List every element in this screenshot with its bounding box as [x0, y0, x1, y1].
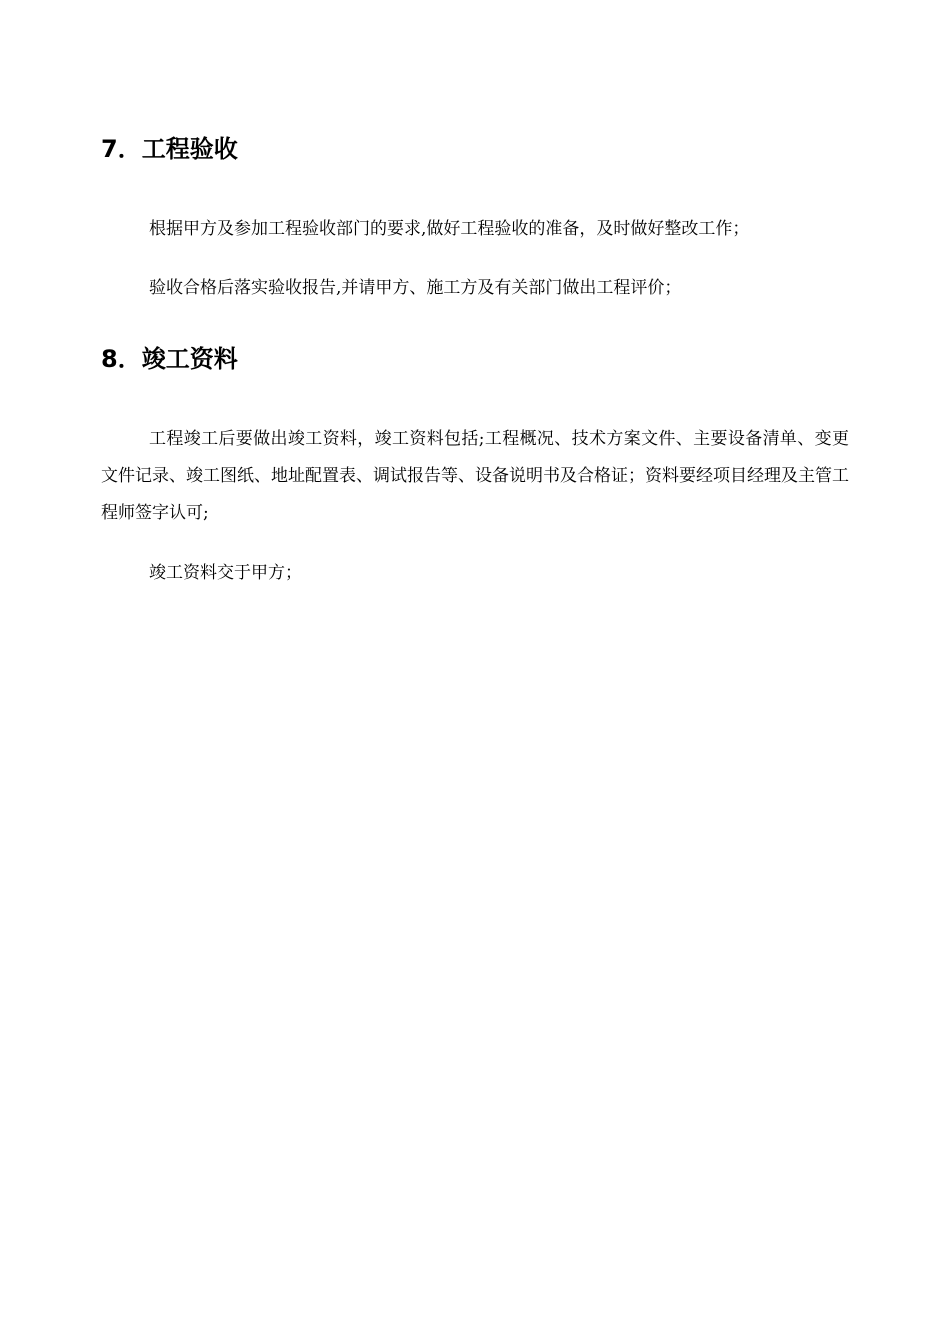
section-8-paragraph-1: 工程竣工后要做出竣工资料，竣工资料包括;工程概况、技术方案文件、主要设备清单、变更文件记录、竣工图纸、地址配置表、调试报告等、设备说明书及合格证；资料要经项目经理及主管工程师签字认可;: [101, 429, 849, 523]
section-7-paragraph-2: 验收合格后落实验收报告,并请甲方、施工方及有关部门做出工程评价；: [149, 278, 682, 298]
section-8-paragraph-2: 竣工资料交于甲方；: [149, 563, 302, 583]
section-7-heading: 7．工程验收: [101, 135, 238, 163]
section-7-paragraph-1: 根据甲方及参加工程验收部门的要求,做好工程验收的准备，及时做好整改工作；: [149, 219, 750, 239]
section-8-heading: 8．竣工资料: [101, 345, 238, 373]
